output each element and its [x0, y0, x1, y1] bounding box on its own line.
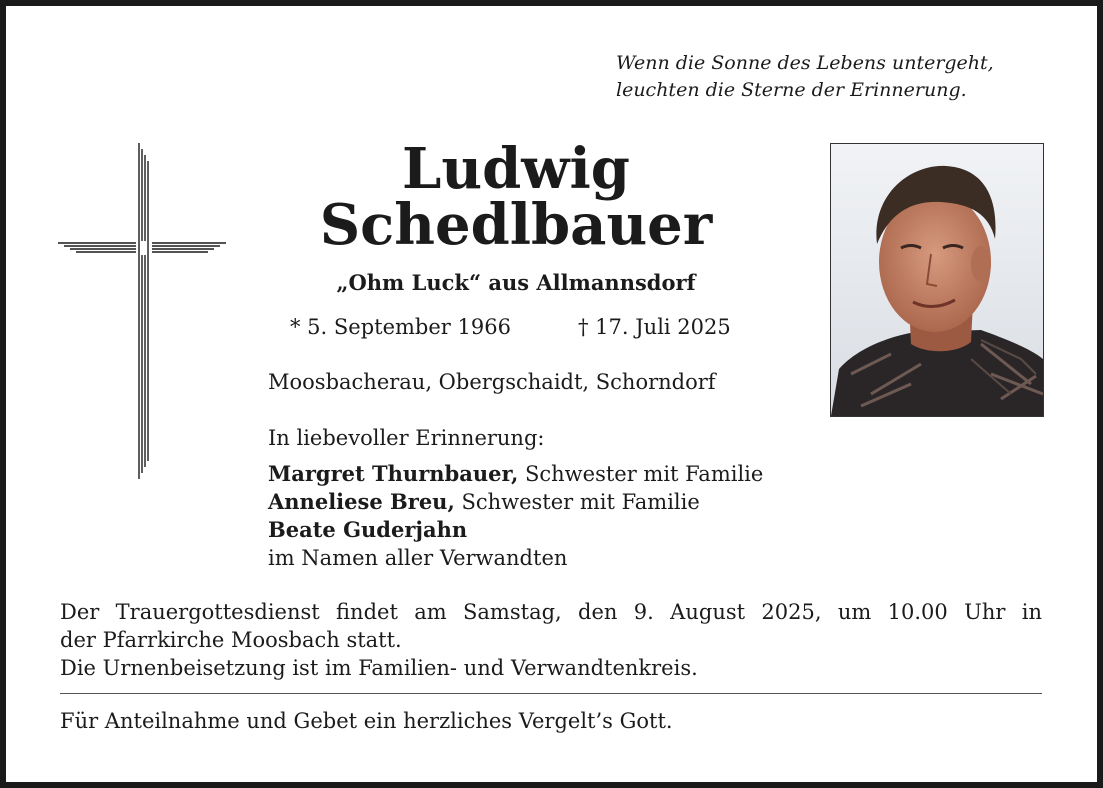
- first-name: Ludwig: [402, 136, 630, 202]
- mourner-relation: Schwester mit Familie: [454, 490, 700, 514]
- death-date: † 17. Juli 2025: [578, 315, 731, 339]
- nickname: „Ohm Luck“ aus Allmannsdorf: [336, 270, 696, 295]
- service-info: [60, 598, 1042, 682]
- obituary-card: [6, 6, 1097, 782]
- mourners-closing: im Namen aller Verwandten: [268, 546, 568, 570]
- mourner-relation: Schwester mit Familie: [518, 462, 764, 486]
- thanks-line: Für Anteilnahme und Gebet ein herzliches Vergelt’s Gott.: [60, 709, 673, 733]
- mourner-name: Anneliese Breu,: [268, 489, 455, 514]
- epigraph: [616, 50, 994, 104]
- mourners-list: [268, 460, 763, 572]
- divider: [60, 693, 1042, 694]
- epigraph-line-2: leuchten die Sterne der Erinnerung.: [616, 79, 967, 101]
- mourner-row: [268, 488, 763, 516]
- mourner-row: [268, 460, 763, 488]
- memory-intro: In liebevoller Erinnerung:: [268, 426, 545, 450]
- places: Moosbacherau, Obergschaidt, Schorndorf: [268, 370, 716, 394]
- mourner-name: Margret Thurnbauer,: [268, 461, 519, 486]
- service-line-3: Die Urnenbeisetzung ist im Familien- und Verwandtenkreis.: [60, 656, 698, 680]
- last-name: Schedlbauer: [319, 192, 713, 258]
- birth-date: * 5. September 1966: [290, 315, 511, 339]
- cross-icon: [58, 143, 228, 479]
- mourner-row: [268, 516, 763, 544]
- deceased-name: [256, 136, 776, 258]
- service-line-2: der Pfarrkirche Moosbach statt.: [60, 628, 402, 652]
- service-line-1: Der Trauergottesdienst findet am Samstag, den 9. August 2025, um 10.00 Uhr in: [60, 600, 1042, 624]
- epigraph-line-1: Wenn die Sonne des Lebens untergeht,: [616, 52, 994, 74]
- mourner-name: Beate Guderjahn: [268, 517, 468, 542]
- portrait-photo: [830, 143, 1044, 417]
